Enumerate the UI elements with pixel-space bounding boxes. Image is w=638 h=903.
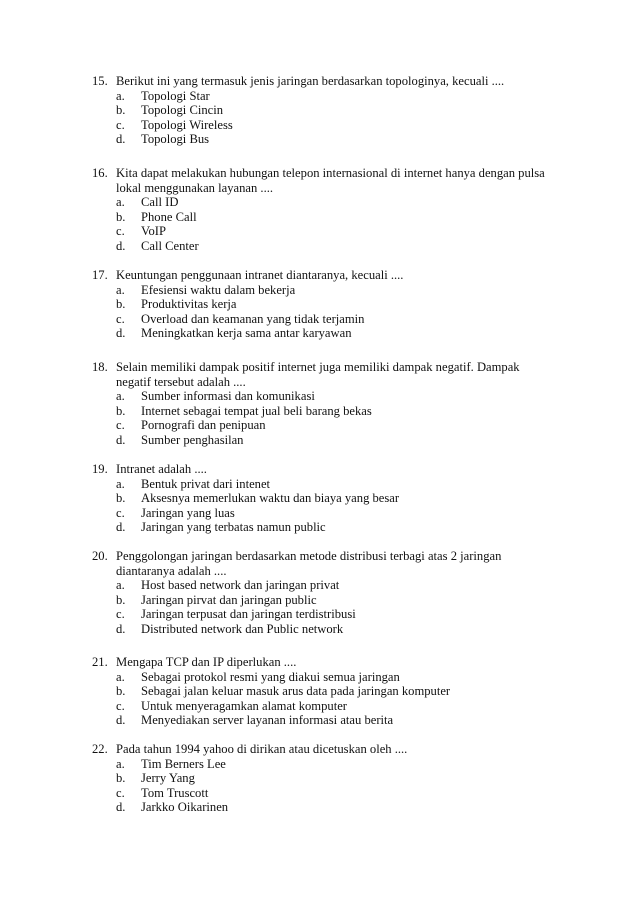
option-letter: c. — [116, 418, 125, 433]
question-number: 16. — [92, 166, 108, 180]
question-stem — [92, 742, 562, 757]
question-text: Intranet adalah .... — [116, 462, 207, 476]
option-c — [92, 506, 562, 521]
question-stem — [92, 360, 562, 375]
option-b — [92, 593, 562, 608]
option-text: Meningkatkan kerja sama antar karyawan — [141, 326, 352, 341]
option-list — [92, 670, 562, 728]
option-b — [92, 297, 562, 312]
option-b — [92, 103, 562, 118]
option-text: Phone Call — [141, 209, 197, 224]
question-text: Penggolongan jaringan berdasarkan metode distribusi terbagi atas 2 jaringan — [116, 549, 502, 563]
option-text: Sebagai jalan keluar masuk arus data pada jaringan komputer — [141, 684, 451, 699]
question-text: Pada tahun 1994 yahoo di dirikan atau dicetuskan oleh .... — [116, 742, 408, 756]
option-d — [92, 520, 562, 535]
question-number: 17. — [92, 268, 108, 282]
option-letter: d. — [116, 713, 126, 728]
question-18 — [92, 360, 562, 448]
option-a — [92, 757, 562, 772]
question-21 — [92, 655, 562, 728]
option-text: Jaringan terpusat dan jaringan terdistribusi — [141, 607, 356, 622]
option-a — [92, 89, 562, 104]
question-stem — [92, 462, 562, 477]
option-letter: c. — [116, 311, 125, 326]
option-a — [92, 477, 562, 492]
option-text: Topologi Cincin — [141, 103, 224, 118]
option-text: Jaringan pirvat dan jaringan public — [141, 592, 317, 607]
question-20 — [92, 549, 562, 637]
option-letter: d. — [116, 326, 126, 341]
option-c — [92, 699, 562, 714]
question-text-continued: lokal menggunakan layanan .... — [116, 180, 274, 195]
option-letter: b. — [116, 684, 126, 699]
question-stem — [92, 166, 562, 181]
option-c — [92, 786, 562, 801]
option-text: Produktivitas kerja — [141, 297, 237, 312]
option-list — [92, 477, 562, 535]
option-letter: d. — [116, 520, 126, 535]
option-letter: b. — [116, 491, 126, 506]
option-list — [92, 283, 562, 341]
option-d — [92, 713, 562, 728]
option-d — [92, 239, 562, 254]
question-number: 15. — [92, 74, 108, 88]
question-number: 22. — [92, 742, 108, 756]
question-15 — [92, 74, 562, 147]
option-text: Bentuk privat dari intenet — [141, 476, 271, 491]
option-letter: c. — [116, 117, 125, 132]
option-a — [92, 283, 562, 298]
option-letter: b. — [116, 403, 126, 418]
option-letter: a. — [116, 389, 125, 404]
option-c — [92, 312, 562, 327]
option-d — [92, 800, 562, 815]
option-text: Overload dan keamanan yang tidak terjamin — [141, 311, 365, 326]
option-list — [92, 757, 562, 815]
option-letter: d. — [116, 432, 126, 447]
option-text: Tom Truscott — [141, 785, 209, 800]
question-stem — [92, 74, 562, 89]
option-a — [92, 578, 562, 593]
question-number: 19. — [92, 462, 108, 476]
option-d — [92, 622, 562, 637]
option-c — [92, 418, 562, 433]
question-number: 18. — [92, 360, 108, 374]
option-letter: c. — [116, 785, 125, 800]
question-17 — [92, 268, 562, 341]
option-list — [92, 89, 562, 147]
option-text: Call Center — [141, 238, 199, 253]
option-text: Pornografi dan penipuan — [141, 418, 266, 433]
question-16 — [92, 166, 562, 254]
option-b — [92, 684, 562, 699]
option-text: Untuk menyeragamkan alamat komputer — [141, 698, 347, 713]
option-list — [92, 195, 562, 253]
option-text: Aksesnya memerlukan waktu dan biaya yang besar — [141, 491, 400, 506]
option-text: Sebagai protokol resmi yang diakui semua jaringan — [141, 669, 400, 684]
option-text: Jerry Yang — [141, 771, 195, 786]
option-letter: a. — [116, 195, 125, 210]
option-letter: c. — [116, 607, 125, 622]
question-text: Selain memiliki dampak positif internet juga memiliki dampak negatif. Dampak — [116, 360, 520, 374]
option-d — [92, 326, 562, 341]
question-text: Berikut ini yang termasuk jenis jaringan berdasarkan topologinya, kecuali .... — [116, 74, 505, 88]
question-19 — [92, 462, 562, 535]
question-stem — [92, 655, 562, 670]
option-c — [92, 118, 562, 133]
option-letter: b. — [116, 297, 126, 312]
option-b — [92, 210, 562, 225]
option-letter: c. — [116, 505, 125, 520]
option-text: Topologi Bus — [141, 132, 210, 147]
option-d — [92, 132, 562, 147]
question-text: Mengapa TCP dan IP diperlukan .... — [116, 655, 297, 669]
option-text: Tim Berners Lee — [141, 756, 226, 771]
option-text: Efesiensi waktu dalam bekerja — [141, 282, 296, 297]
option-text: Host based network dan jaringan privat — [141, 578, 340, 593]
option-text: Topologi Wireless — [141, 117, 233, 132]
question-text: Kita dapat melakukan hubungan telepon internasional di internet hanya dengan pulsa — [116, 166, 545, 180]
option-text: Sumber penghasilan — [141, 432, 244, 447]
option-letter: a. — [116, 669, 125, 684]
option-c — [92, 607, 562, 622]
option-letter: c. — [116, 224, 125, 239]
option-text: Internet sebagai tempat jual beli barang bekas — [141, 403, 372, 418]
option-text: Topologi Star — [141, 88, 210, 103]
question-text-continued: negatif tersebut adalah .... — [116, 374, 246, 389]
option-a — [92, 389, 562, 404]
option-d — [92, 433, 562, 448]
option-text: Sumber informasi dan komunikasi — [141, 389, 315, 404]
option-letter: d. — [116, 132, 126, 147]
option-list — [92, 578, 562, 636]
option-text: Call ID — [141, 195, 179, 210]
option-letter: b. — [116, 209, 126, 224]
option-letter: d. — [116, 800, 126, 815]
question-stem — [92, 549, 562, 564]
option-letter: d. — [116, 621, 126, 636]
option-b — [92, 771, 562, 786]
question-22 — [92, 742, 562, 815]
option-letter: a. — [116, 476, 125, 491]
option-text: Distributed network dan Public network — [141, 621, 344, 636]
option-letter: b. — [116, 103, 126, 118]
option-c — [92, 224, 562, 239]
question-text: Keuntungan penggunaan intranet diantaranya, kecuali .... — [116, 268, 404, 282]
option-a — [92, 195, 562, 210]
option-b — [92, 404, 562, 419]
option-letter: c. — [116, 698, 125, 713]
option-b — [92, 491, 562, 506]
option-text: Jarkko Oikarinen — [141, 800, 229, 815]
option-letter: b. — [116, 771, 126, 786]
option-letter: d. — [116, 238, 126, 253]
option-a — [92, 670, 562, 685]
option-list — [92, 389, 562, 447]
option-text: Jaringan yang terbatas namun public — [141, 520, 326, 535]
question-stem — [92, 268, 562, 283]
option-letter: b. — [116, 592, 126, 607]
option-letter: a. — [116, 578, 125, 593]
question-number: 20. — [92, 549, 108, 563]
option-letter: a. — [116, 88, 125, 103]
option-text: Menyediakan server layanan informasi atau berita — [141, 713, 394, 728]
question-text-continued: diantaranya adalah .... — [116, 563, 227, 578]
question-number: 21. — [92, 655, 108, 669]
option-text: VoIP — [141, 224, 166, 239]
option-letter: a. — [116, 756, 125, 771]
option-letter: a. — [116, 282, 125, 297]
option-text: Jaringan yang luas — [141, 505, 235, 520]
